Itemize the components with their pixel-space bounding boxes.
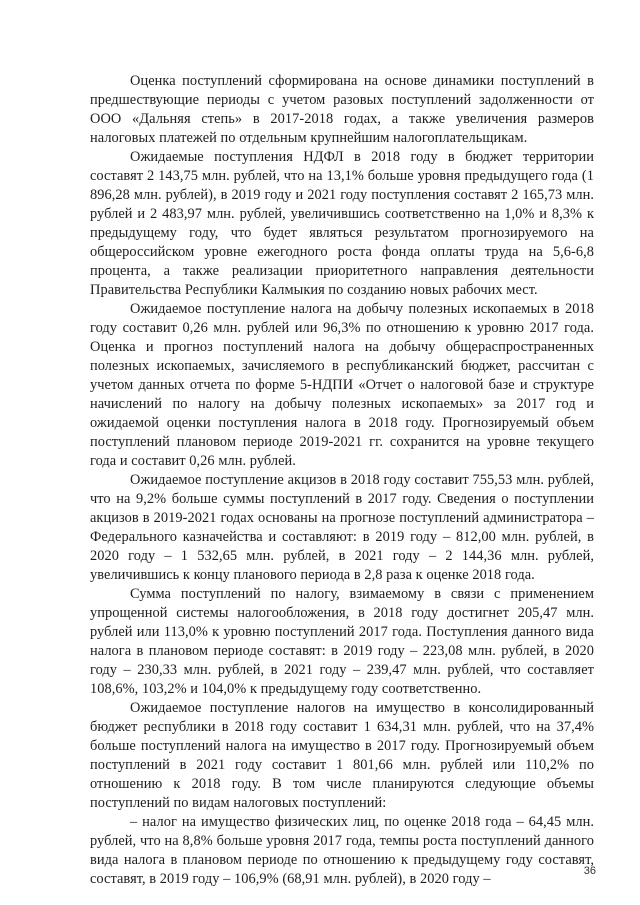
document-body bbox=[90, 72, 594, 889]
paragraph-individual-property-tax: – налог на имущество физических лиц, по оценке 2018 года – 64,45 млн. рублей, что на 8,8% больше уровня 2017 года, темпы роста поступлений данного вида налога в плановом периоде по отношению к предыдущему году составят, составят, в 2019 году – 106,9% (68,91 млн. рублей), в 2020 году – bbox=[90, 814, 594, 887]
page-number: 36 bbox=[583, 865, 596, 877]
paragraph-mineral-extraction-tax: Ожидаемое поступление налога на добычу полезных ископаемых в 2018 году составит 0,26 млн. рублей или 96,3% по отношению к уровню 2017 года. Оценка и прогноз поступлений налога на добычу общераспространенных полезных ископаемых, зачисляемого в республиканский бюджет, рассчитан с учетом данных отчета по форме 5-НДПИ «Отчет о налоговой базе и структуре начислений по налогу на добычу полезных ископаемых» за 2017 год и ожидаемой оценки поступления налога в 2018 году. Прогнозируемый объем поступлений плановом периоде 2019-2021 гг. сохранится на уровне текущего года и составит 0,26 млн. рублей. bbox=[90, 301, 594, 469]
paragraph-excise: Ожидаемое поступление акцизов в 2018 году составит 755,53 млн. рублей, что на 9,2% больше суммы поступлений в 2017 году. Сведения о поступлении акцизов в 2019-2021 годах основаны на прогнозе поступлений администратора – Федерального казначейства и составляют: в 2019 году – 812,00 млн. рублей, в 2020 году – 1 532,65 млн. рублей, в 2021 году – 2 144,36 млн. рублей, увеличившись к концу планового периода в 2,8 раза к оценке 2018 года. bbox=[90, 472, 594, 583]
paragraph-revenue-estimate: Оценка поступлений сформирована на основе динамики поступлений в предшествующие периоды с учетом разовых поступлений задолженности от ООО «Дальняя степь» в 2017-2018 годах, а также увеличения размеров налоговых платежей по отдельным крупнейшим налогоплательщикам. bbox=[90, 73, 594, 146]
paragraph-ndfl: Ожидаемые поступления НДФЛ в 2018 году в бюджет территории составят 2 143,75 млн. рублей, что на 13,1% больше уровня предыдущего года (1 896,28 млн. рублей), в 2019 году и 2021 году поступления составят 2 165,73 млн. рублей и 2 483,97 млн. рублей, увеличившись соответственно на 1,0% и 8,3% к предыдущему году, что будет являться результатом прогнозируемого на общероссийском уровне ежегодного роста фонда оплаты труда на 5,6-6,8 процента, а также реализации приоритетного направления деятельности Правительства Республики Калмыкия по созданию новых рабочих мест. bbox=[90, 149, 594, 298]
paragraph-property-tax: Ожидаемое поступление налогов на имущество в консолидированный бюджет республики в 2018 году составит 1 634,31 млн. рублей, что на 37,4% больше поступлений налога на имущество в 2017 году. Прогнозируемый объем поступлений в 2021 году составит 1 801,66 млн. рублей или 110,2% по отношению к 2018 году. В том числе планируются следующие объемы поступлений по видам налоговых поступлений: bbox=[90, 700, 594, 811]
paragraph-simplified-taxation: Сумма поступлений по налогу, взимаемому в связи с применением упрощенной системы налогообложения, в 2018 году достигнет 205,47 млн. рублей или 113,0% к уровню поступлений 2017 года. Поступления данного вида налога в плановом периоде составят: в 2019 году – 223,08 млн. рублей, в 2020 году – 230,33 млн. рублей, в 2021 году – 239,47 млн. рублей, что составляет 108,6%, 103,2% и 104,0% к предыдущему году соответственно. bbox=[90, 586, 594, 697]
